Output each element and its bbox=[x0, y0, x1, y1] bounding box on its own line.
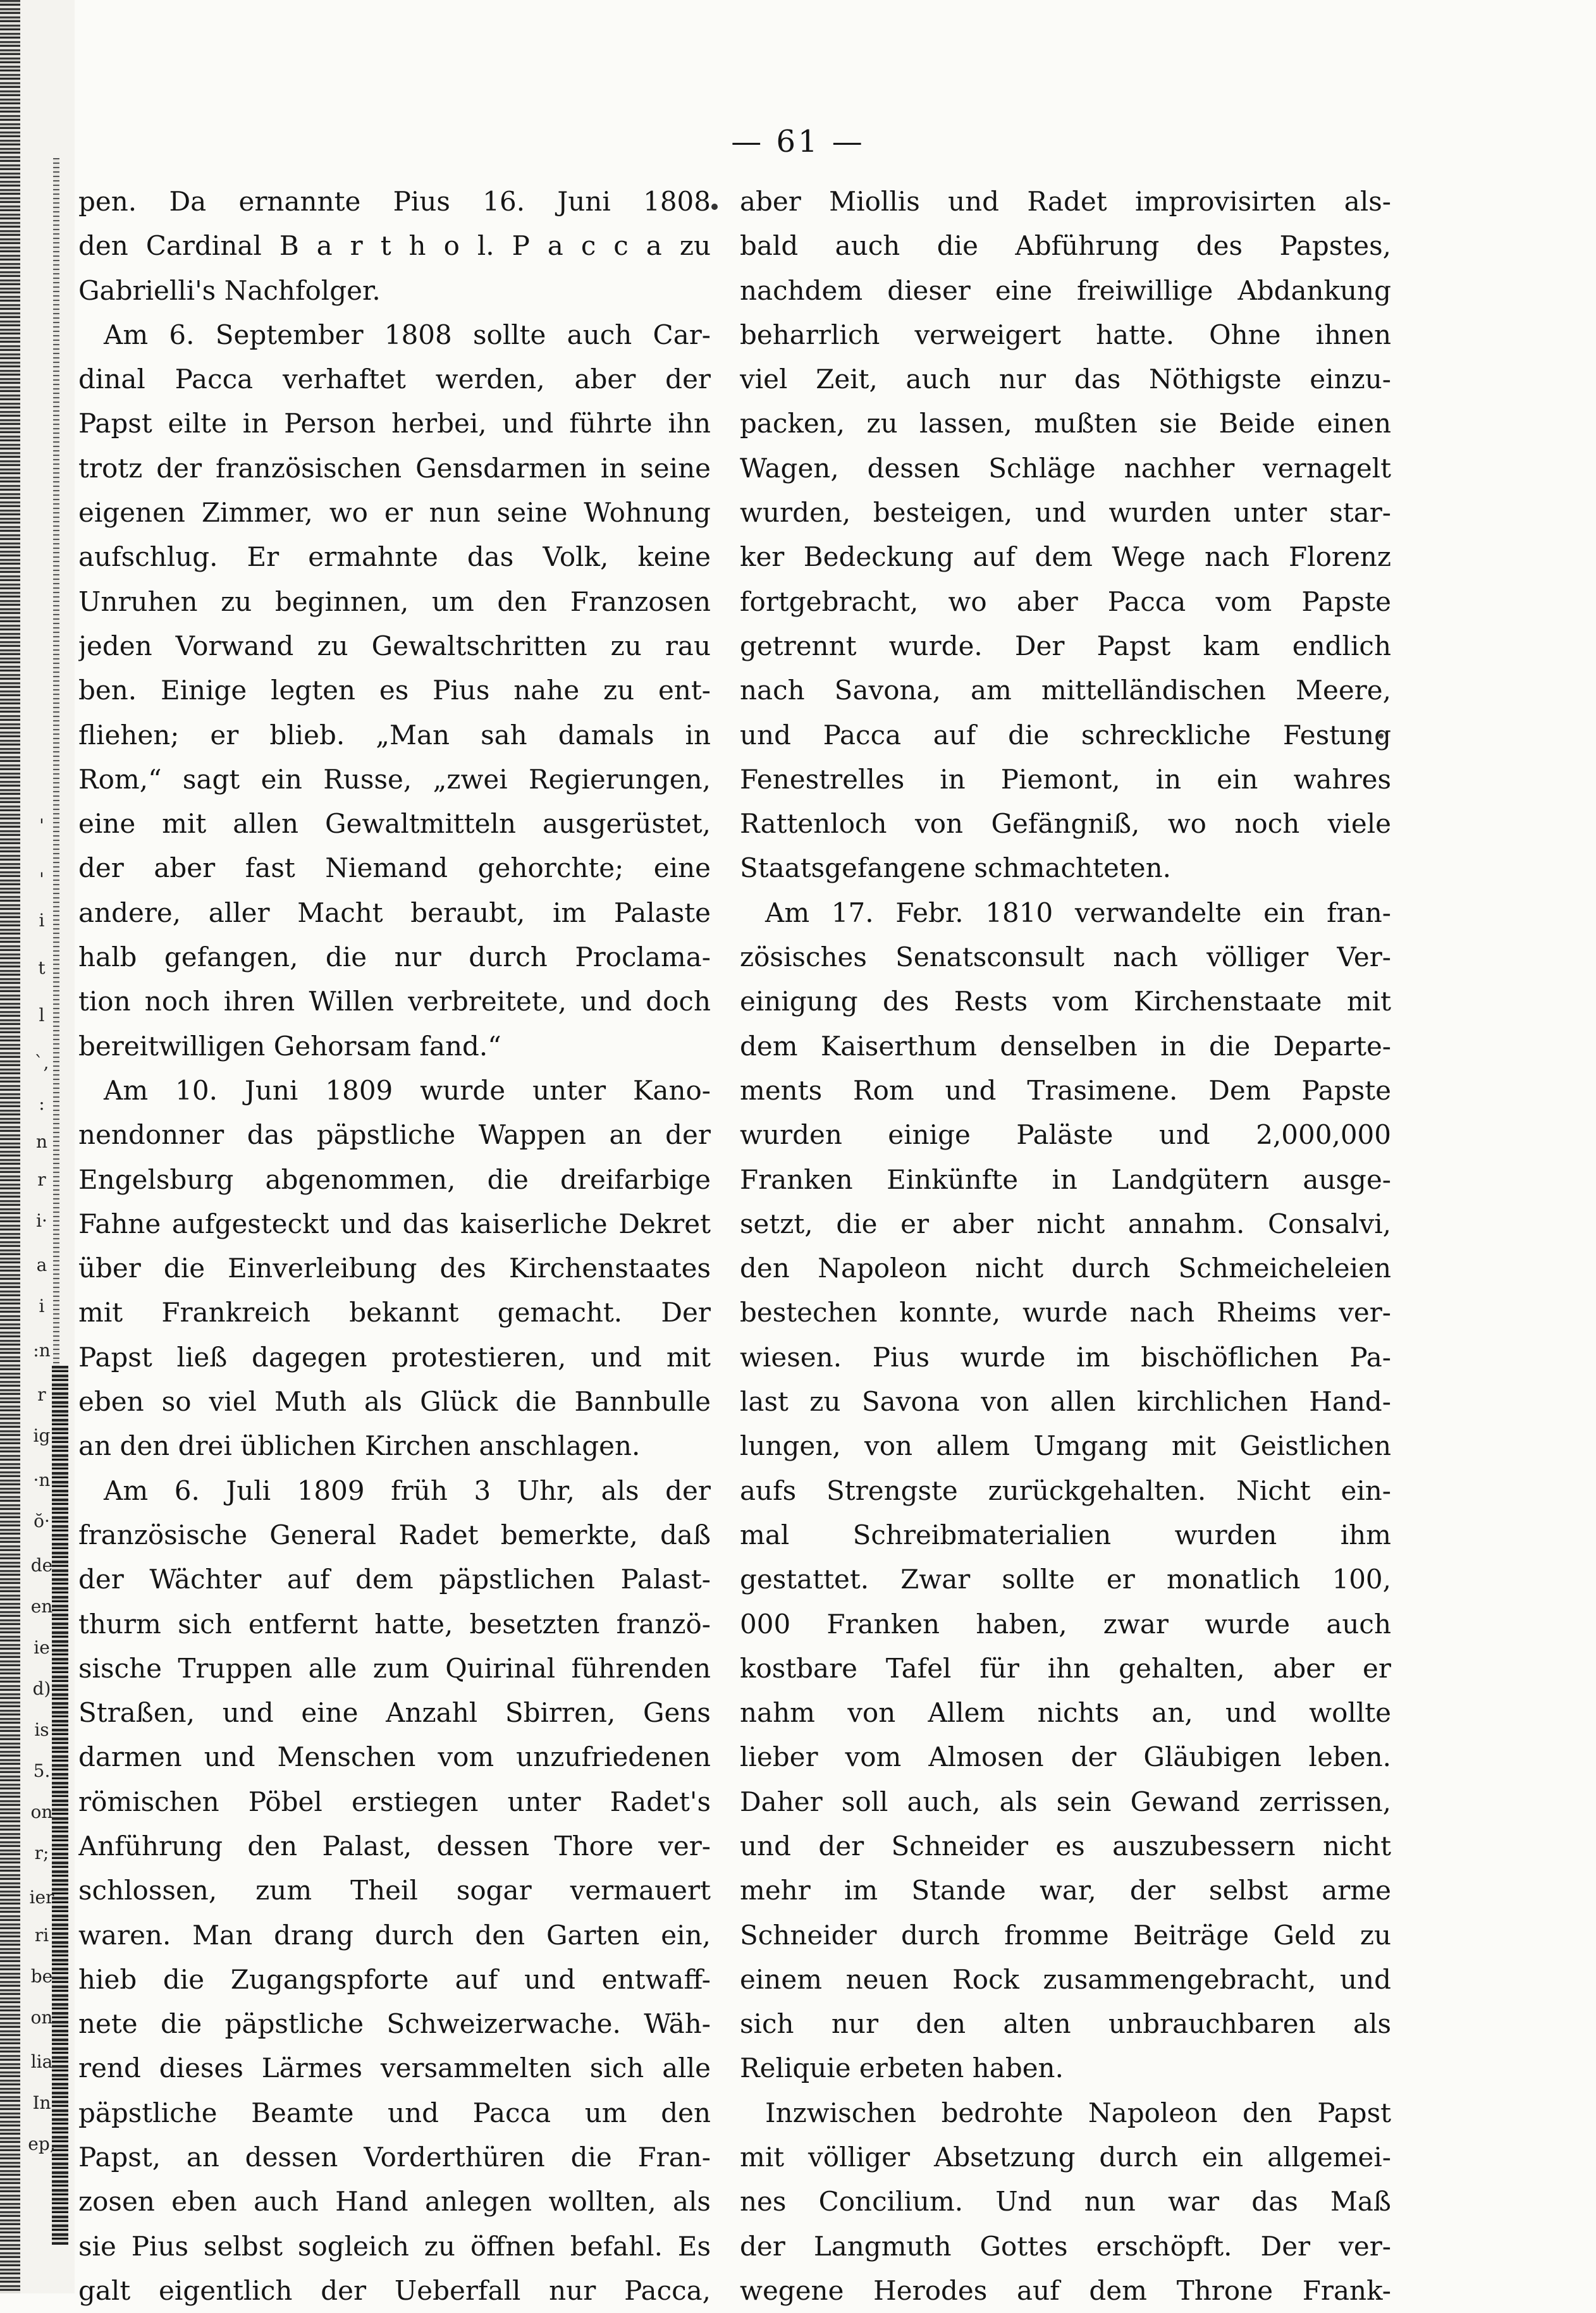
text-line: ments Rom und Trasimene. Dem Papste bbox=[740, 1074, 1391, 1106]
text-line: bald auch die Abführung des Papstes, bbox=[740, 230, 1391, 262]
text-line: Am 6. Juli 1809 früh 3 Uhr, als der bbox=[104, 1475, 711, 1506]
text-line: rend dieses Lärmes versammelten sich alle bbox=[78, 2052, 711, 2084]
text-line: Inzwischen bedrohte Napoleon den Papst bbox=[765, 2097, 1391, 2128]
text-line: nach Savona, am mittelländischen Meere, bbox=[740, 675, 1391, 706]
right-text-column bbox=[740, 180, 1391, 2313]
margin-fragment: on bbox=[30, 2007, 53, 2028]
text-line: nahm von Allem nichts an, und wollte bbox=[740, 1697, 1391, 1729]
text-line: Am 10. Juni 1809 wurde unter Kano- bbox=[104, 1074, 711, 1106]
text-line: schlossen, zum Theil sogar vermauert bbox=[78, 1875, 711, 1906]
margin-fragment: ŏ· bbox=[34, 1511, 50, 1531]
text-line: Daher soll auch, als sein Gewand zerrissen, bbox=[740, 1786, 1391, 1817]
text-line: Papst ließ dagegen protestieren, und mit bbox=[78, 1341, 711, 1373]
text-line: aber Miollis und Radet improvisirten als- bbox=[740, 186, 1391, 217]
margin-fragment: ep, bbox=[28, 2133, 56, 2154]
text-line: mit völliger Absetzung durch ein allgemei- bbox=[740, 2142, 1391, 2173]
text-line: und der Schneider es auszubessern nicht bbox=[740, 1830, 1391, 1862]
text-line: wurden einige Paläste und 2,000,000 bbox=[740, 1119, 1391, 1151]
text-line: hieb die Zugangspforte auf und entwaff- bbox=[78, 1963, 711, 1995]
text-line: Am 17. Febr. 1810 verwandelte ein fran- bbox=[765, 897, 1391, 928]
text-line: tion noch ihren Willen verbreitete, und doch bbox=[78, 986, 711, 1017]
text-line: sie Pius selbst sogleich zu öffnen befahl. Es bbox=[78, 2230, 711, 2262]
margin-fragment: ig bbox=[33, 1425, 51, 1446]
text-line: nachdem dieser eine freiwillige Abdankung bbox=[740, 274, 1391, 306]
text-line: ben. Einige legten es Pius nahe zu ent- bbox=[78, 675, 711, 706]
text-line: kostbare Tafel für ihn gehalten, aber er bbox=[740, 1652, 1391, 1684]
margin-fragment: i bbox=[39, 910, 45, 931]
text-line: zösisches Senatsconsult nach völliger Ver- bbox=[740, 942, 1391, 973]
text-line: aufschlug. Er ermahnte das Volk, keine bbox=[78, 541, 711, 573]
text-line: eben so viel Muth als Glück die Bannbulle bbox=[78, 1386, 711, 1418]
text-line: der aber fast Niemand gehorchte; eine bbox=[78, 852, 711, 884]
margin-fragment: d) bbox=[32, 1678, 51, 1699]
text-line: pen. Da ernannte Pius 16. Juni 1808 bbox=[78, 186, 711, 217]
text-line: Fenestrelles in Piemont, in ein wahres bbox=[740, 763, 1391, 795]
text-line: Unruhen zu beginnen, um den Franzosen bbox=[78, 586, 711, 617]
text-line: Papst, an dessen Vorderthüren die Fran- bbox=[78, 2142, 711, 2173]
margin-fragment: r; bbox=[34, 1843, 49, 1863]
text-line: eigenen Zimmer, wo er nun seine Wohnung bbox=[78, 497, 711, 529]
text-line: wegene Herodes auf dem Throne Frank- bbox=[740, 2274, 1391, 2306]
text-line: päpstliche Beamte und Pacca um den bbox=[78, 2097, 711, 2128]
text-line: halb gefangen, die nur durch Proclama- bbox=[78, 942, 711, 973]
margin-fragment: is bbox=[34, 1719, 49, 1740]
margin-fragment: on bbox=[30, 1801, 53, 1822]
text-line: den Cardinal B a r t h o l. P a c c a zu bbox=[78, 230, 711, 262]
text-line: wurden, besteigen, und wurden unter star- bbox=[740, 497, 1391, 529]
text-line: nete die päpstliche Schweizerwache. Wäh- bbox=[78, 2008, 711, 2040]
text-line: bereitwilligen Gehorsam fand.“ bbox=[78, 1030, 501, 1062]
text-line: gestattet. Zwar sollte er monatlich 100, bbox=[740, 1564, 1391, 1595]
margin-fragment: l bbox=[39, 1005, 45, 1026]
text-line: an den drei üblichen Kirchen anschlagen. bbox=[78, 1430, 641, 1462]
margin-fragment: r bbox=[37, 1384, 46, 1405]
text-line: Rom,“ sagt ein Russe, „zwei Regierungen, bbox=[78, 763, 711, 795]
text-line: französische General Radet bemerkte, daß bbox=[78, 1519, 711, 1550]
text-line: Gabrielli's Nachfolger. bbox=[78, 274, 381, 306]
margin-fragment: lia bbox=[30, 2051, 53, 2072]
text-line: Staatsgefangene schmachteten. bbox=[740, 852, 1171, 884]
margin-fragment: a bbox=[36, 1255, 47, 1275]
margin-fragment: r bbox=[37, 1169, 46, 1190]
margin-fragment: de bbox=[30, 1555, 53, 1576]
margin-fragment: ri bbox=[34, 1925, 49, 1946]
margin-fragment: i· bbox=[36, 1210, 47, 1231]
text-line: den Napoleon nicht durch Schmeicheleien bbox=[740, 1253, 1391, 1284]
text-line: Papst eilte in Person herbei, und führte ihn bbox=[78, 408, 711, 439]
text-line: Am 6. September 1808 sollte auch Car- bbox=[104, 319, 711, 350]
text-line: wiesen. Pius wurde im bischöflichen Pa- bbox=[740, 1341, 1391, 1373]
text-line: über die Einverleibung des Kirchenstaates bbox=[78, 1253, 711, 1284]
margin-fragment: ' bbox=[39, 869, 44, 890]
text-line: waren. Man drang durch den Garten ein, bbox=[78, 1919, 711, 1951]
text-line: thurm sich entfernt hatte, besetzten franzö- bbox=[78, 1608, 711, 1640]
text-line: Straßen, und eine Anzahl Sbirren, Gens bbox=[78, 1697, 711, 1729]
margin-fragment: `, bbox=[34, 1052, 49, 1073]
text-line: bestechen konnte, wurde nach Rheims ver- bbox=[740, 1297, 1391, 1328]
text-line: dem Kaiserthum denselben in die Departe- bbox=[740, 1030, 1391, 1062]
margin-fragment: n bbox=[35, 1131, 48, 1152]
margin-fragment: :n bbox=[33, 1340, 51, 1361]
text-line: mehr im Stande war, der selbst arme bbox=[740, 1875, 1391, 1906]
text-line: sische Truppen alle zum Quirinal führenden bbox=[78, 1652, 711, 1684]
text-line: aufs Strengste zurückgehalten. Nicht ein- bbox=[740, 1475, 1391, 1506]
text-line: einem neuen Rock zusammengebracht, und bbox=[740, 1963, 1391, 1995]
text-line: jeden Vorwand zu Gewaltschritten zu rau bbox=[78, 630, 711, 661]
text-line: fortgebracht, wo aber Pacca vom Papste bbox=[740, 586, 1391, 617]
text-line: Wagen, dessen Schläge nachher vernagelt bbox=[740, 452, 1391, 484]
text-line: nendonner das päpstliche Wappen an der bbox=[78, 1119, 711, 1151]
margin-fragment: : bbox=[39, 1093, 45, 1114]
text-line: Schneider durch fromme Beiträge Geld zu bbox=[740, 1919, 1391, 1951]
text-line: last zu Savona von allen kirchlichen Hand- bbox=[740, 1386, 1391, 1418]
text-line: römischen Pöbel erstiegen unter Radet's bbox=[78, 1786, 711, 1817]
text-line: Franken Einkünfte in Landgütern ausge- bbox=[740, 1163, 1391, 1195]
left-text-column bbox=[78, 180, 711, 2313]
margin-fragment: be bbox=[30, 1966, 53, 1987]
text-line: der Wächter auf dem päpstlichen Palast- bbox=[78, 1564, 711, 1595]
text-line: zosen eben auch Hand anlegen wollten, als bbox=[78, 2186, 711, 2218]
margin-fragment: ·n bbox=[33, 1469, 51, 1490]
text-line: trotz der französischen Gensdarmen in seine bbox=[78, 452, 711, 484]
margin-fragment: t bbox=[38, 957, 46, 978]
text-line: 000 Franken haben, zwar wurde auch bbox=[740, 1608, 1391, 1640]
text-line: der Langmuth Gottes erschöpft. Der ver- bbox=[740, 2230, 1391, 2262]
text-line: und Pacca auf die schreckliche Festung bbox=[740, 719, 1391, 751]
text-line: ker Bedeckung auf dem Wege nach Florenz bbox=[740, 541, 1391, 573]
ink-speck bbox=[711, 204, 718, 210]
adjacent-page-fragments bbox=[0, 0, 57, 2293]
text-line: nes Concilium. Und nun war das Maß bbox=[740, 2186, 1391, 2218]
text-line: setzt, die er aber nicht annahm. Consalvi, bbox=[740, 1208, 1391, 1239]
text-line: eine mit allen Gewaltmitteln ausgerüstet, bbox=[78, 808, 711, 840]
margin-fragment: ie bbox=[34, 1637, 50, 1658]
text-line: Reliquie erbeten haben. bbox=[740, 2052, 1064, 2084]
text-line: Fahne aufgesteckt und das kaiserliche Dekret bbox=[78, 1208, 711, 1239]
text-line: fliehen; er blieb. „Man sah damals in bbox=[78, 719, 711, 751]
text-line: Rattenloch von Gefängniß, wo noch viele bbox=[740, 808, 1391, 840]
margin-fragment: ' bbox=[39, 815, 44, 836]
text-line: andere, aller Macht beraubt, im Palaste bbox=[78, 897, 711, 928]
text-line: darmen und Menschen vom unzufriedenen bbox=[78, 1741, 711, 1773]
text-line: lieber vom Almosen der Gläubigen leben. bbox=[740, 1741, 1391, 1773]
margin-fragment: 5. bbox=[33, 1760, 51, 1781]
text-line: beharrlich verweigert hatte. Ohne ihnen bbox=[740, 319, 1391, 350]
margin-fragment: en bbox=[30, 1596, 53, 1617]
text-line: mit Frankreich bekannt gemacht. Der bbox=[78, 1297, 711, 1328]
text-line: Engelsburg abgenommen, die dreifarbige bbox=[78, 1163, 711, 1195]
text-line: einigung des Rests vom Kirchenstaate mit bbox=[740, 986, 1391, 1017]
text-line: packen, zu lassen, mußten sie Beide einen bbox=[740, 408, 1391, 439]
text-line: galt eigentlich der Ueberfall nur Pacca, bbox=[78, 2274, 711, 2306]
margin-fragment: i bbox=[39, 1296, 45, 1316]
margin-fragment: In bbox=[32, 2092, 51, 2113]
text-line: viel Zeit, auch nur das Nöthigste einzu- bbox=[740, 364, 1391, 395]
text-line: Anführung den Palast, dessen Thore ver- bbox=[78, 1830, 711, 1862]
margin-fragment: ier bbox=[29, 1887, 54, 1908]
text-line: sich nur den alten unbrauchbaren als bbox=[740, 2008, 1391, 2040]
page-number: — 61 — bbox=[731, 124, 865, 159]
text-line: dinal Pacca verhaftet werden, aber der bbox=[78, 364, 711, 395]
text-line: lungen, von allem Umgang mit Geistlichen bbox=[740, 1430, 1391, 1462]
text-line: mal Schreibmaterialien wurden ihm bbox=[740, 1519, 1391, 1550]
text-line: getrennt wurde. Der Papst kam endlich bbox=[740, 630, 1391, 661]
